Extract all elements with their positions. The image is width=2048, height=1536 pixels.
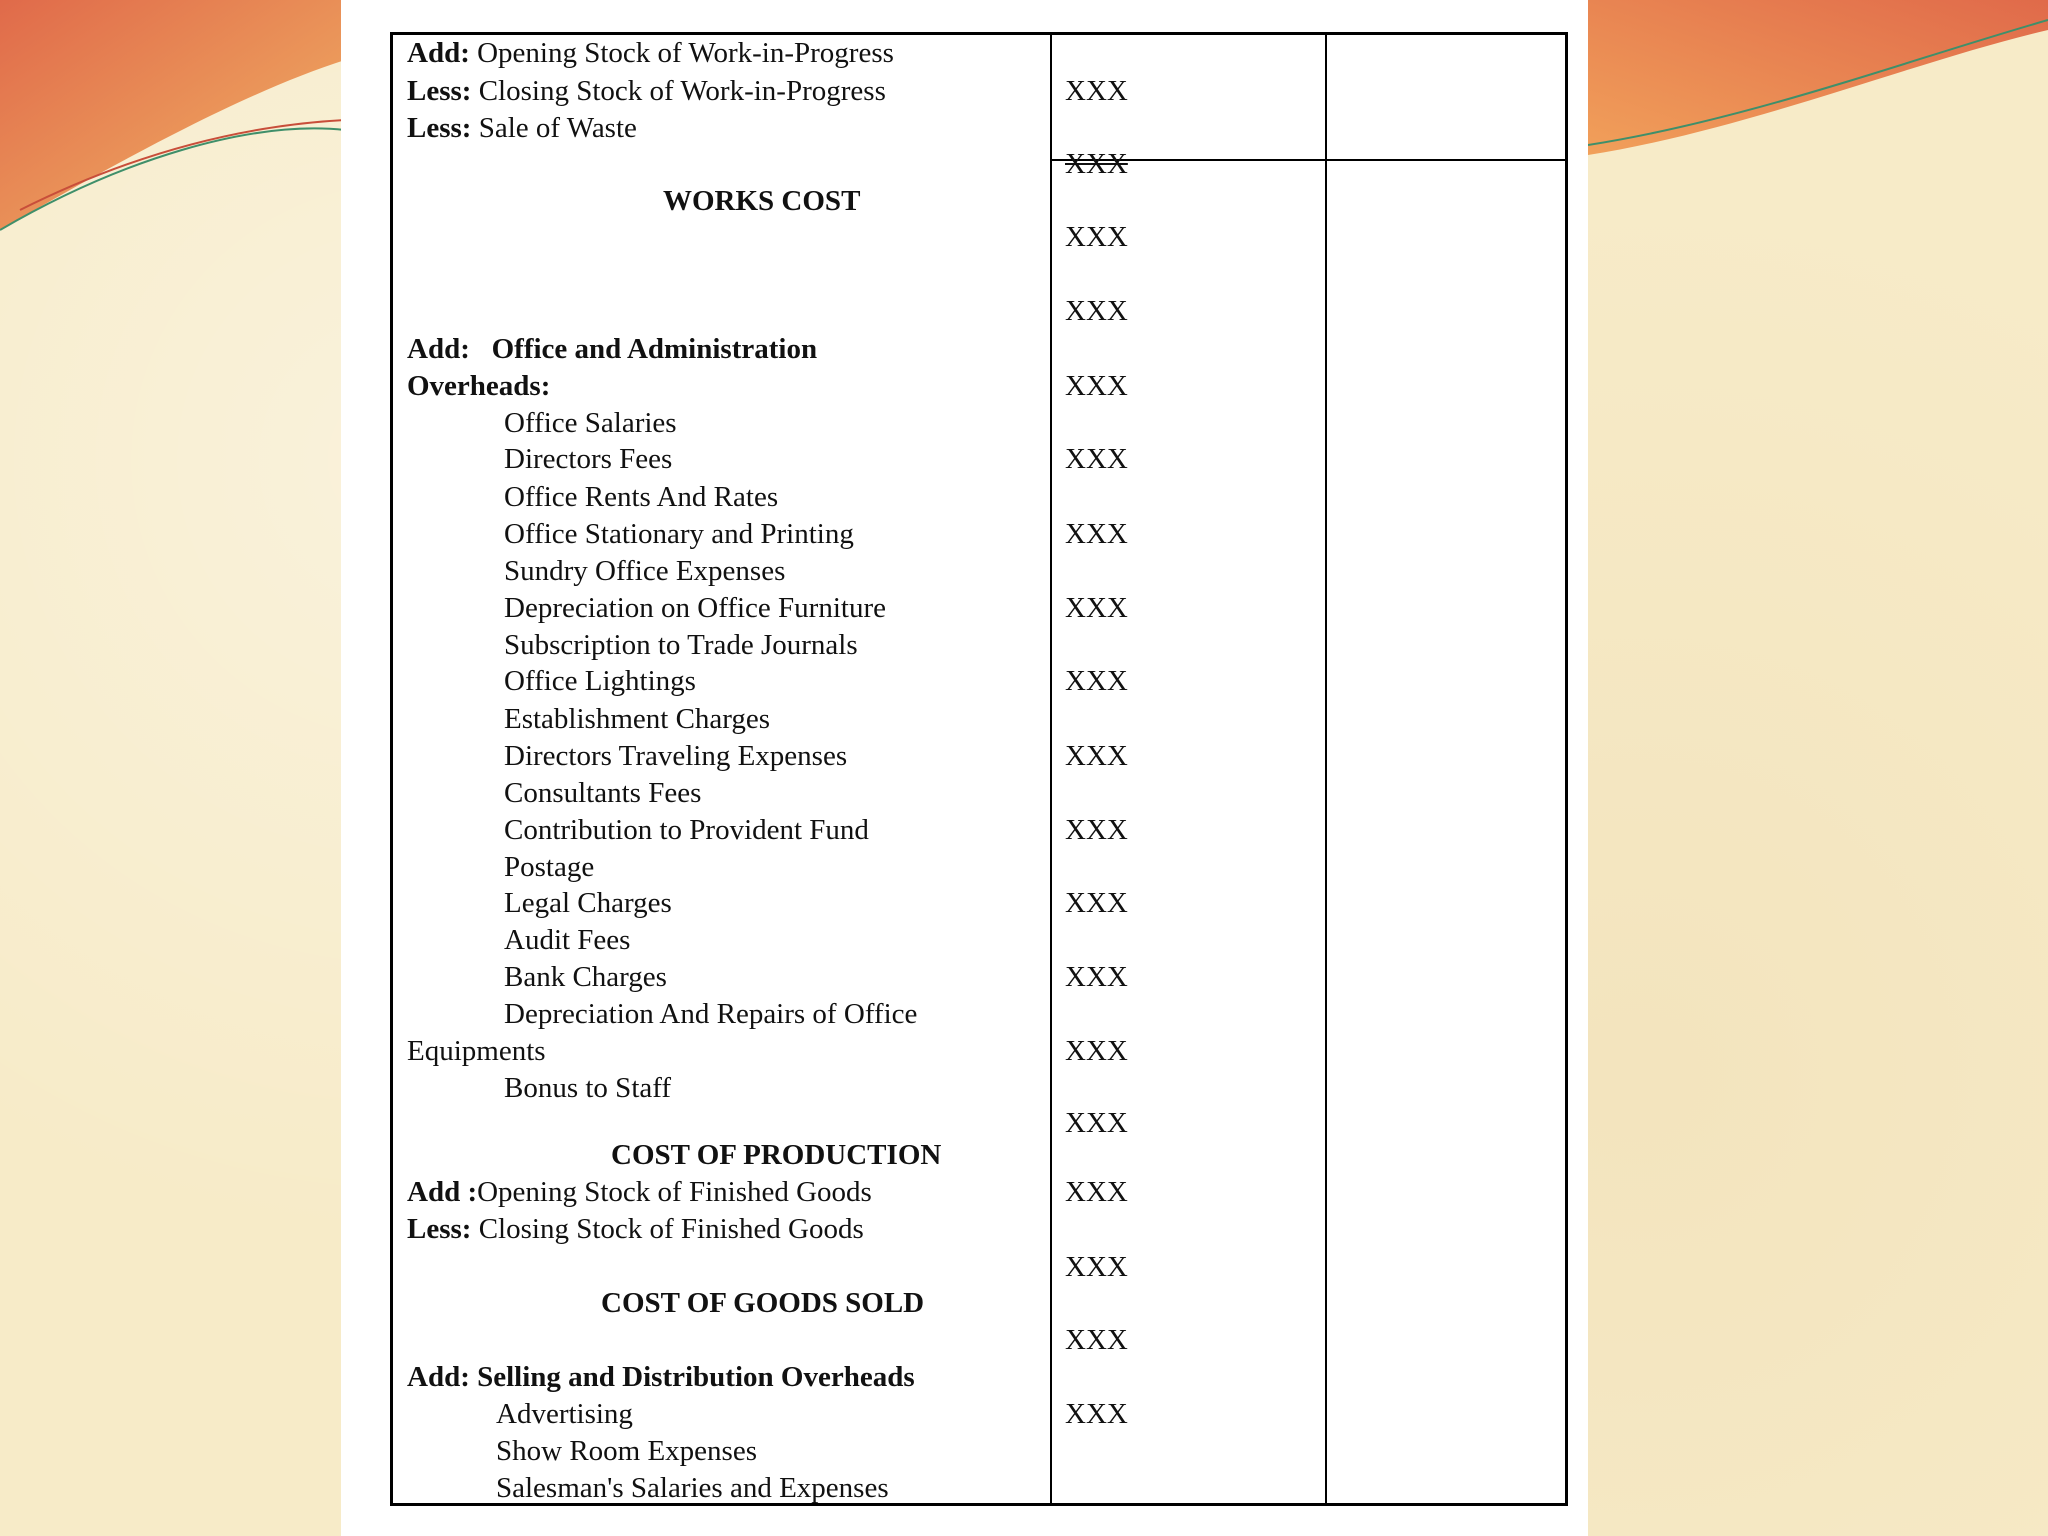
list-item: Salesman's Salaries and Expenses xyxy=(496,1472,889,1504)
amount-cell: XXX xyxy=(1065,1324,1128,1356)
section-heading: WORKS COST xyxy=(663,185,861,217)
amount-cell: XXX xyxy=(1065,75,1128,107)
list-item: Depreciation And Repairs of Office xyxy=(504,998,918,1030)
amount-cell: XXX xyxy=(1065,295,1128,327)
list-item: Show Room Expenses xyxy=(496,1435,757,1467)
amount-cell: XXX xyxy=(1065,1176,1128,1208)
list-item: Audit Fees xyxy=(504,924,631,956)
amount-cell: XXX xyxy=(1065,592,1128,624)
list-item: Office Stationary and Printing xyxy=(504,518,854,550)
cost-sheet-table xyxy=(390,32,1568,1506)
table-row: Less: Sale of Waste xyxy=(407,112,637,144)
list-item: Equipments xyxy=(407,1035,546,1067)
amount-cell: XXX xyxy=(1065,740,1128,772)
list-item: Depreciation on Office Furniture xyxy=(504,592,886,624)
list-item: Sundry Office Expenses xyxy=(504,555,786,587)
amount-cell: XXX xyxy=(1065,665,1128,697)
column-divider xyxy=(1050,35,1052,1503)
list-item: Postage xyxy=(504,851,595,883)
list-item: Consultants Fees xyxy=(504,777,702,809)
amount-cell: XXX xyxy=(1065,1251,1128,1283)
list-item: Contribution to Provident Fund xyxy=(504,814,869,846)
list-item: Bonus to Staff xyxy=(504,1072,672,1104)
table-row: Less: Closing Stock of Finished Goods xyxy=(407,1213,864,1245)
list-item: Advertising xyxy=(496,1398,633,1430)
column-divider xyxy=(1325,35,1327,1503)
amount-cell: XXX xyxy=(1065,814,1128,846)
list-item: Subscription to Trade Journals xyxy=(504,629,858,661)
table-row: Add :Opening Stock of Finished Goods xyxy=(407,1176,872,1208)
list-item: Office Rents And Rates xyxy=(504,481,779,513)
amount-cell: XXX xyxy=(1065,148,1128,180)
table-row: Add: Selling and Distribution Overheads xyxy=(407,1361,915,1393)
amount-cell: XXX xyxy=(1065,443,1128,475)
list-item: Office Lightings xyxy=(504,665,696,697)
amount-cell: XXX xyxy=(1065,518,1128,550)
amount-cell: XXX xyxy=(1065,1107,1128,1139)
decorative-swoosh-left xyxy=(0,0,345,240)
section-heading: COST OF GOODS SOLD xyxy=(601,1287,925,1319)
decorative-swoosh-right xyxy=(1588,0,2048,160)
table-row: Less: Closing Stock of Work-in-Progress xyxy=(407,75,886,107)
list-item: Establishment Charges xyxy=(504,703,771,735)
amount-cell: XXX xyxy=(1065,1035,1128,1067)
list-item: Bank Charges xyxy=(504,961,667,993)
list-item: Office Salaries xyxy=(504,407,677,439)
section-heading: COST OF PRODUCTION xyxy=(611,1139,942,1171)
list-item: Legal Charges xyxy=(504,887,672,919)
list-item: Directors Traveling Expenses xyxy=(504,740,848,772)
table-row: Overheads: xyxy=(407,370,551,402)
amount-cell: XXX xyxy=(1065,961,1128,993)
list-item: Directors Fees xyxy=(504,443,673,475)
amount-cell: XXX xyxy=(1065,1398,1128,1430)
amount-cell: XXX xyxy=(1065,221,1128,253)
amount-cell: XXX xyxy=(1065,370,1128,402)
table-row: Add: Office and Administration xyxy=(407,333,818,365)
amount-cell: XXX xyxy=(1065,887,1128,919)
table-row: Add: Opening Stock of Work-in-Progress xyxy=(407,37,894,69)
